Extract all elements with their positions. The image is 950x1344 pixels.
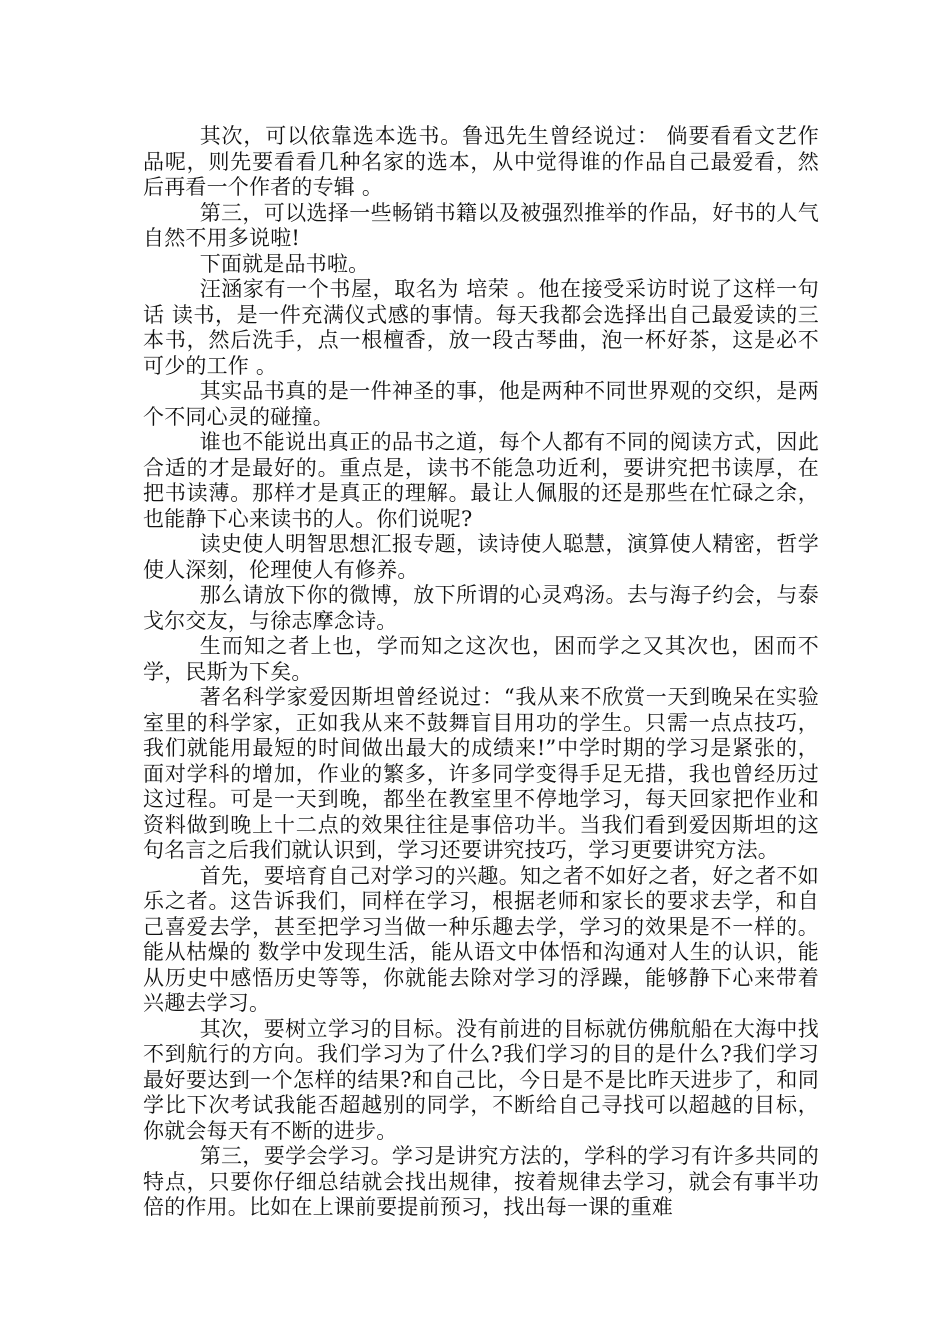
paragraph-3: 下面就是品书啦。 bbox=[199, 251, 370, 276]
document-body bbox=[143, 124, 819, 1221]
paragraph-2: 第三，可以选择一些畅销书籍以及被强烈推举的作品，好书的人气自然不用多说啦! bbox=[143, 200, 819, 250]
paragraph-5: 其实品书真的是一件神圣的事，他是两种不同世界观的交织，是两个不同心灵的碰撞。 bbox=[143, 379, 819, 429]
paragraph-1: 其次，可以依靠选本选书。鲁迅先生曾经说过： 倘要看看文艺作品呢，则先要看看几种名家的选本，从中觉得谁的作品自己最爱看，然后再看一个作者的专辑 。 bbox=[143, 124, 819, 199]
paragraph-4: 汪涵家有一个书屋，取名为 培荣 。他在接受采访时说了这样一句话 读书，是一件充满仪式感的事情。每天我都会选择出自己最爱读的三本书，然后洗手，点一根檀香，放一段古琴曲，泡一杯好茶，这是必不可少的工作 。 bbox=[143, 277, 819, 378]
paragraph-12: 其次，要树立学习的目标。没有前进的目标就仿佛航船在大海中找不到航行的方向。我们学习为了什么?我们学习的目的是什么?我们学习最好要达到一个怎样的结果?和自己比，今日是不是比昨天进步了，和同学比下次考试我能否超越别的同学，不断给自己寻找可以超越的目标，你就会每天有不断的进步。 bbox=[143, 1016, 819, 1143]
paragraph-7: 读史使人明智思想汇报专题，读诗使人聪慧，演算使人精密，哲学使人深刻，伦理使人有修养。 bbox=[143, 532, 819, 582]
paragraph-8: 那么请放下你的微博，放下所谓的心灵鸡汤。去与海子约会，与泰戈尔交友，与徐志摩念诗。 bbox=[143, 583, 819, 633]
paragraph-13: 第三，要学会学习。学习是讲究方法的，学科的学习有许多共同的特点，只要你仔细总结就会找出规律，按着规律去学习，就会有事半功倍的作用。比如在上课前要提前预习，找出每一课的重难 bbox=[143, 1144, 819, 1219]
paragraph-6: 谁也不能说出真正的品书之道，每个人都有不同的阅读方式，因此合适的才是最好的。重点是，读书不能急功近利，要讲究把书读厚，在把书读薄。那样才是真正的理解。最让人佩服的还是那些在忙碌之余，也能静下心来读书的人。你们说呢? bbox=[143, 430, 819, 531]
paragraph-11: 首先，要培育自己对学习的兴趣。知之者不如好之者，好之者不如乐之者。这告诉我们，同样在学习，根据老师和家长的要求去学，和自己喜爱去学，甚至把学习当做一种乐趣去学，学习的效果是不一样的。能从枯燥的 数学中发现生活，能从语文中体悟和沟通对人生的认识，能从历史中感悟历史等等，你就能去除对学习的浮躁，能够静下心来带着兴趣去学习。 bbox=[143, 863, 819, 1015]
paragraph-9: 生而知之者上也，学而知之这次也，困而学之又其次也，困而不学，民斯为下矣。 bbox=[143, 634, 819, 684]
paragraph-10: 著名科学家爱因斯坦曾经说过：“我从来不欣赏一天到晚呆在实验室里的科学家，正如我从来不鼓舞盲目用功的学生。只需一点点技巧，我们就能用最短的时间做出最大的成绩来!”中学时期的学习是紧张的，面对学科的增加，作业的繁多，许多同学变得手足无措，我也曾经历过这过程。可是一天到晚，都坐在教室里不停地学习，每天回家把作业和资料做到晚上十二点的效果往往是事倍功半。当我们看到爱因斯坦的这句名言之后我们就认识到，学习还要讲究技巧，学习更要讲究方法。 bbox=[143, 685, 819, 862]
